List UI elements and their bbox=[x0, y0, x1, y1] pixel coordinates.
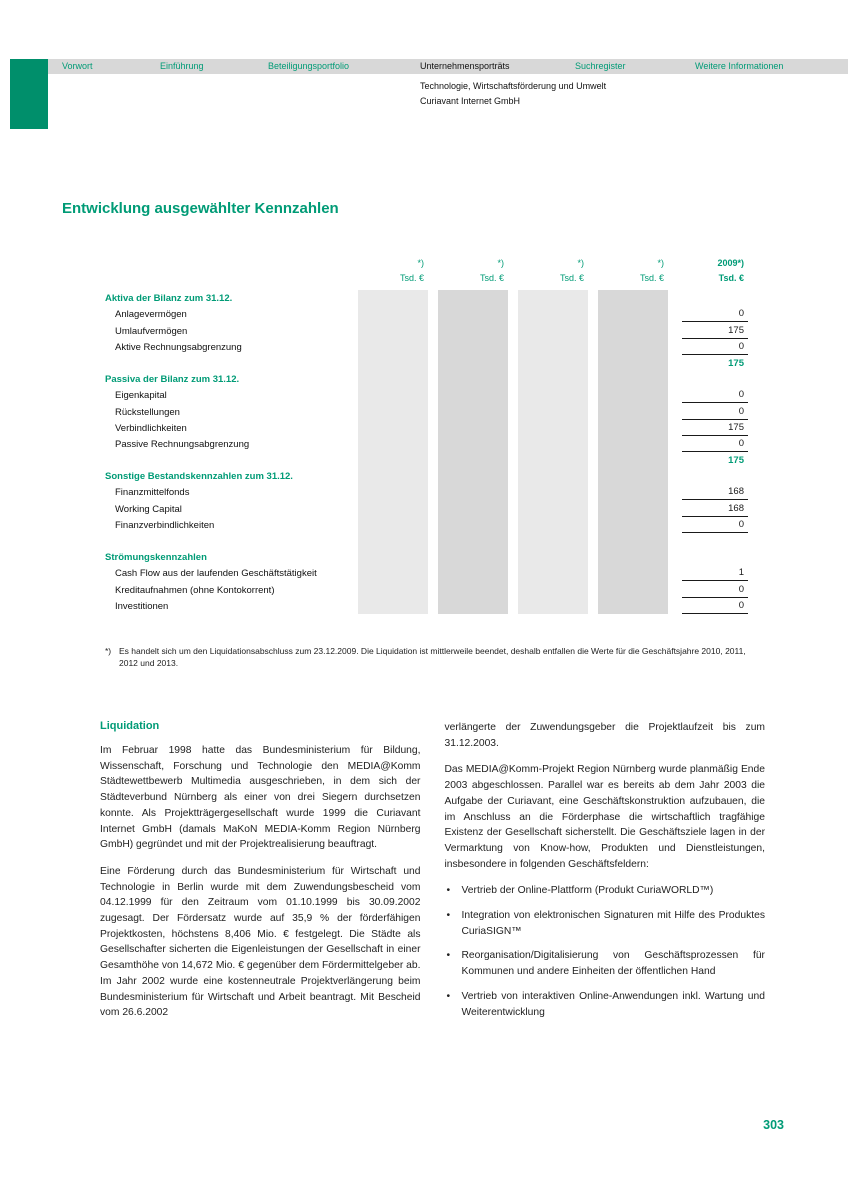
article-right-column bbox=[445, 720, 766, 1032]
row-label: Verbindlichkeiten bbox=[115, 422, 187, 434]
row-label: Cash Flow aus der laufenden Geschäftstätigkeit bbox=[115, 568, 317, 580]
row-value-2009: 0 bbox=[668, 389, 748, 403]
paragraph: verlängerte der Zuwendungsgeber die Projektlaufzeit bis zum 31.12.2003. bbox=[444, 722, 765, 749]
bullet-item: • Reorganisation/Digitalisierung von Geschäftsprozessen für Kommunen und andere Einheiten der öffentlichen Hand bbox=[445, 948, 766, 979]
row-value-2009: 168 bbox=[668, 503, 748, 517]
paragraph: Das MEDIA@Komm-Projekt Region Nürnberg wurde planmäßig Ende 2003 abgeschlossen. Parallel war es bereits ab dem Jahr 2003 die Aufgabe der Curiavant, eine Geschäftskonstruktion aufzubauen, die im Anschluss an die Förderphase die wirtschaftlich tragfähige Existenz der Gesellschaft sicherstellt. Die Geschäftsziele lagen in der Vermarktung von Know-how, Produkten und Dienstleistungen, insbesondere in folgenden Geschäftsfeldern: bbox=[444, 764, 765, 870]
table-section-bestandskennzahlen bbox=[100, 468, 748, 533]
row-value-2009: 175 bbox=[668, 325, 748, 339]
corner-accent-square bbox=[10, 59, 48, 129]
row-value-2009: 0 bbox=[668, 438, 748, 452]
row-value-2009: 0 bbox=[668, 584, 748, 598]
table-row bbox=[100, 517, 748, 533]
business-fields-list bbox=[445, 883, 766, 1020]
row-label: Anlagevermögen bbox=[115, 309, 187, 321]
section-title: Aktiva der Bilanz zum 31.12. bbox=[105, 293, 233, 305]
footnote-marker: *) bbox=[105, 646, 112, 656]
column-unit-1: Tsd. € bbox=[399, 273, 424, 283]
section-title-row bbox=[100, 371, 748, 387]
column-year-3: *) bbox=[577, 258, 584, 268]
row-label: Eigenkapital bbox=[115, 390, 167, 402]
table-row bbox=[100, 339, 748, 355]
table-section-stroemungskennzahlen bbox=[100, 549, 748, 614]
table-header bbox=[100, 255, 748, 285]
footnote bbox=[105, 646, 748, 669]
row-label: Aktive Rechnungsabgrenzung bbox=[115, 341, 242, 353]
top-nav-bar bbox=[48, 59, 848, 74]
table-row bbox=[100, 500, 748, 516]
table-row bbox=[100, 403, 748, 419]
table-body bbox=[100, 290, 748, 614]
paragraph: Eine Förderung durch das Bundesministerium für Wirtschaft und Technologie in Berlin wurde mit dem Zuwendungsbescheid vom 04.12.1999 für den Zeitraum vom 01.10.1999 bis 30.09.2002 zugesagt. Der Fördersatz wurde auf 35,9 % der förderfähigen Projektkosten, höchstens 8,406 Mio. € festgelegt. Die Städte als Gesellschafter sicherten die Eigenleistungen der Gesellschaft in einer Gesamthöhe von 14,672 Mio. € gegenüber dem Fördermittelgeber ab. Im Jahr 2002 wurde eine kostenneutrale Projektverlängerung beim Bundesministerium für Wirtschaft und Arbeit beantragt. Mit Bescheid vom 26.6.2002 bbox=[100, 865, 421, 1019]
row-value-2009: 168 bbox=[668, 486, 748, 500]
row-label: Umlaufvermögen bbox=[115, 325, 188, 337]
row-label: Investitionen bbox=[115, 600, 169, 612]
table-header-units-row bbox=[100, 270, 748, 285]
row-value-2009: 0 bbox=[668, 406, 748, 420]
kpi-table bbox=[100, 255, 748, 614]
row-label: Working Capital bbox=[115, 503, 182, 515]
row-label: Finanzverbindlichkeiten bbox=[115, 519, 215, 531]
column-unit-2009: Tsd. € bbox=[718, 273, 744, 283]
table-row bbox=[100, 565, 748, 581]
column-year-4: *) bbox=[657, 258, 664, 268]
row-label: Passive Rechnungsabgrenzung bbox=[115, 438, 250, 450]
row-label: Kreditaufnahmen (ohne Kontokorrent) bbox=[115, 584, 275, 596]
section-title-row bbox=[100, 468, 748, 484]
column-year-1: *) bbox=[417, 258, 424, 268]
section-title: Strömungskennzahlen bbox=[105, 552, 207, 564]
section-title-row bbox=[100, 290, 748, 306]
section-title: Passiva der Bilanz zum 31.12. bbox=[105, 374, 240, 386]
table-row bbox=[100, 598, 748, 614]
bullet-item: • Integration von elektronischen Signaturen mit Hilfe des Produktes CuriaSIGN™ bbox=[445, 908, 766, 939]
table-row bbox=[100, 306, 748, 322]
row-value-2009: 0 bbox=[668, 519, 748, 533]
article bbox=[100, 720, 765, 1032]
row-value-2009: 1 bbox=[668, 567, 748, 581]
table-header-years-row bbox=[100, 255, 748, 270]
column-year-2009: 2009*) bbox=[717, 258, 744, 268]
nav-item-unternehmensportraets[interactable]: Unternehmensporträts bbox=[420, 61, 510, 71]
nav-item-suchregister[interactable]: Suchregister bbox=[575, 61, 626, 71]
bullet-item: • Vertrieb von interaktiven Online-Anwendungen inkl. Wartung und Weiterentwicklung bbox=[445, 989, 766, 1020]
table-row bbox=[100, 420, 748, 436]
table-row bbox=[100, 387, 748, 403]
page-title: Entwicklung ausgewählter Kennzahlen bbox=[62, 200, 339, 217]
table-row bbox=[100, 322, 748, 338]
row-label: Finanzmittelfonds bbox=[115, 487, 190, 499]
breadcrumb-company: Curiavant Internet GmbH bbox=[420, 96, 521, 106]
column-unit-2: Tsd. € bbox=[479, 273, 504, 283]
paragraph: Im Februar 1998 hatte das Bundesministerium für Bildung, Wissenschaft, Forschung und Technologie den MEDIA@Komm Städtewettbewerb Multimedia ausgeschrieben, in dem sich der Städteverbund Nürnberg als einer von drei Siegern durchsetzen konnte. Als Projektträgergesellschaft wurde 1999 die Curiavant Internet GmbH (damals MaKoN MEDIA-Komm Region Nürnberg GmbH) gegründet und mit der Projektrealisierung beauftragt. bbox=[100, 745, 421, 851]
page-number: 303 bbox=[763, 1118, 784, 1132]
breadcrumb-category: Technologie, Wirtschaftsförderung und Umwelt bbox=[420, 81, 607, 91]
article-left-column bbox=[100, 720, 421, 1032]
article-heading: Liquidation bbox=[100, 720, 160, 732]
table-section-passiva bbox=[100, 371, 748, 468]
row-label: Rückstellungen bbox=[115, 406, 180, 418]
column-unit-4: Tsd. € bbox=[639, 273, 664, 283]
nav-item-vorwort[interactable]: Vorwort bbox=[62, 61, 93, 71]
row-value-2009: 0 bbox=[668, 341, 748, 355]
column-year-2: *) bbox=[497, 258, 504, 268]
nav-item-einfuehrung[interactable]: Einführung bbox=[160, 61, 204, 71]
row-value-2009: 0 bbox=[668, 600, 748, 614]
table-row bbox=[100, 581, 748, 597]
table-row bbox=[100, 484, 748, 500]
nav-item-weitere-informationen[interactable]: Weitere Informationen bbox=[695, 61, 784, 71]
total-value-2009: 175 bbox=[728, 357, 744, 369]
table-total-row bbox=[100, 355, 748, 371]
footnote-text: Es handelt sich um den Liquidationsabschluss zum 23.12.2009. Die Liquidation ist mittlerweile beendet, deshalb entfallen die Werte für die Geschäftsjahre 2010, 2011, 2012 und 2013. bbox=[119, 646, 746, 668]
column-unit-3: Tsd. € bbox=[559, 273, 584, 283]
table-total-row bbox=[100, 452, 748, 468]
section-title-row bbox=[100, 549, 748, 565]
section-title: Sonstige Bestandskennzahlen zum 31.12. bbox=[105, 471, 293, 483]
table-row bbox=[100, 436, 748, 452]
total-value-2009: 175 bbox=[728, 455, 744, 467]
nav-item-beteiligungsportfolio[interactable]: Beteiligungsportfolio bbox=[268, 61, 350, 71]
table-section-aktiva bbox=[100, 290, 748, 371]
bullet-item: • Vertrieb der Online-Plattform (Produkt CuriaWORLD™) bbox=[445, 883, 766, 899]
row-value-2009: 0 bbox=[668, 308, 748, 322]
row-value-2009: 175 bbox=[668, 422, 748, 436]
